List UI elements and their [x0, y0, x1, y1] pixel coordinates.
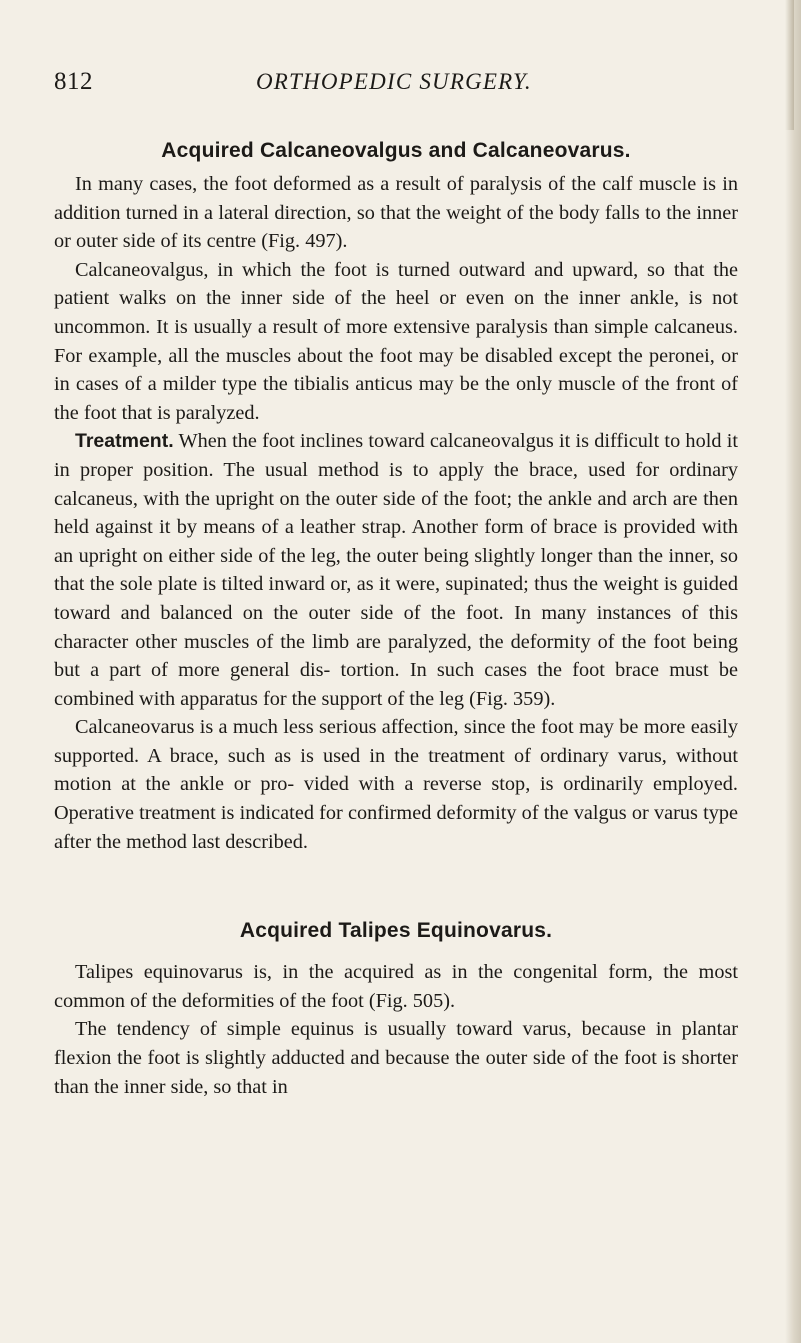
treatment-paragraph — [54, 427, 738, 713]
paragraph: Calcaneovarus is a much less serious affection, since the foot may be more easily supported. A brace, such as is used in the treatment of ordinary varus, without motion at the ankle or pro- vided with a reverse stop, is ordinarily employed. Operative treatment is indicated for confirmed deformity of the valgus or varus type after the method last described. — [54, 716, 738, 853]
paragraph: In many cases, the foot deformed as a result of paralysis of the calf muscle is in addition turned in a lateral direction, so that the weight of the body falls to the inner or outer side of its centre (Fig. 497). — [54, 173, 738, 253]
page-header — [54, 68, 734, 102]
page-body — [54, 136, 738, 1101]
treatment-text: When the foot inclines toward calcaneovalgus it is difficult to hold it in proper position. The usual method is to apply the brace, used for ordinary calcaneus, with the upright on the outer side of the foot; the ankle and arch are then held against it by means of a leather strap. Another form of brace is provided with an upright on either side of the leg, the outer being slightly longer than the inner, so that the sole plate is tilted inward or, as it were, supinated; thus the weight is guided toward and balanced on the outer side of the foot. In many instances of this character other muscles of the limb are paralyzed, the deformity of the foot being but a part of more general dis- tortion. In such cases the foot brace must be combined with apparatus for the support of the leg (Fig. 359). — [54, 430, 738, 710]
section-heading-equinovarus: Acquired Talipes Equinovarus. — [239, 919, 553, 943]
paragraph: The tendency of simple equinus is usually toward varus, because in plantar flexion the foot is slightly adducted and because the outer side of the foot is shorter than the inner side, so that in — [54, 1018, 738, 1098]
paragraph: Talipes equinovarus is, in the acquired as in the congenital form, the most common of the deformities of the foot (Fig. 505). — [54, 961, 738, 1012]
page-edge-shadow — [785, 0, 801, 1343]
running-head: ORTHOPEDIC SURGERY. — [256, 69, 532, 94]
section-heading-calcaneovalgus: Acquired Calcaneovalgus and Calcaneovarus. — [161, 139, 631, 162]
paragraph: Calcaneovalgus, in which the foot is turned outward and upward, so that the patient walks on the inner side of the heel or even on the inner ankle, is not uncommon. It is usually a result of more extensive paralysis than simple calcaneus. For example, all the muscles about the foot may be disabled except the peronei, or in cases of a milder type the tibialis anticus may be the only muscle of the front of the foot that is paralyzed. — [54, 258, 738, 424]
page-number: 812 — [54, 68, 93, 95]
treatment-label: Treatment. — [75, 430, 174, 453]
